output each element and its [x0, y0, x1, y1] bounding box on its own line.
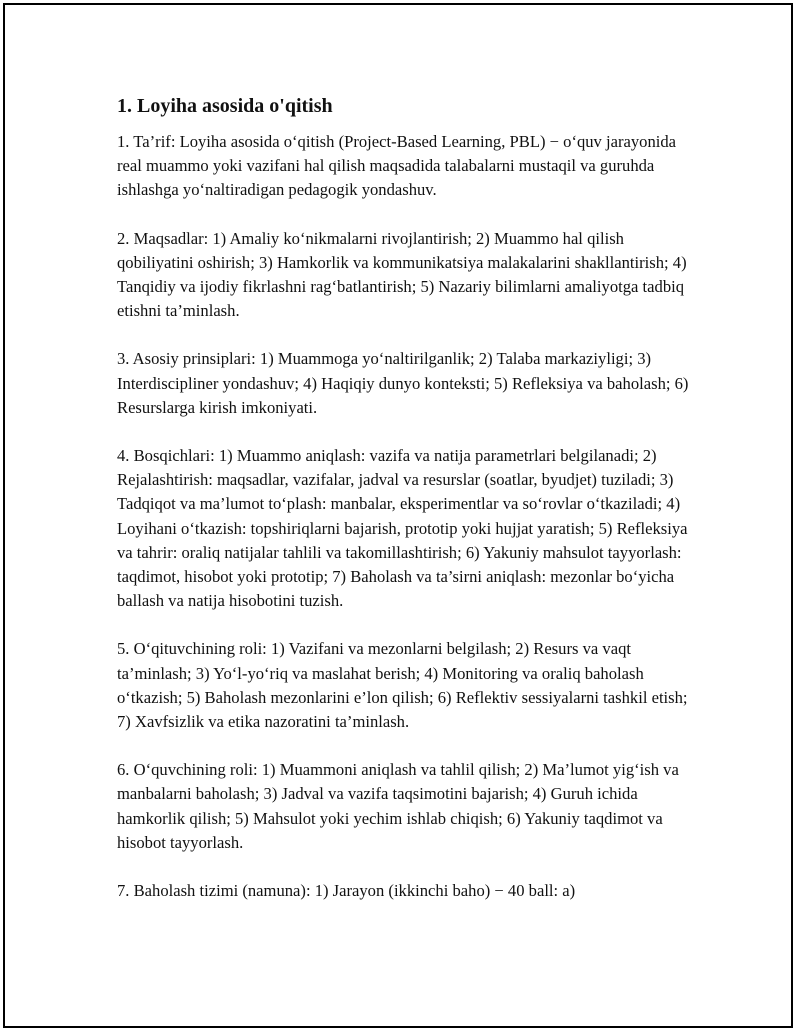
paragraph-goals: 2. Maqsadlar: 1) Amaliy ko‘nikmalarni rivojlantirish; 2) Muammo hal qilish qobiliyatini oshirish; 3) Hamkorlik va kommunikatsiya malakalarini shakllantirish; 4) Tanqidiy va ijodiy fikrlashni rag‘batlantirish; 5) Nazariy bilimlarni amaliyotga tadbiq etishni ta’minlash. [117, 228, 687, 321]
document-body [117, 92, 692, 927]
paragraph-student-role: 6. O‘quvchining roli: 1) Muammoni aniqlash va tahlil qilish; 2) Ma’lumot yig‘ish va manbalarni baholash; 3) Jadval va vazifa taqsimotini bajarish; 4) Guruh ichida hamkorlik qilish; 5) Mahsulot yoki yechim ishlab chiqish; 6) Yakuniy taqdimot va hisobot tayyorlash. [117, 760, 679, 852]
paragraph-assessment: 7. Baholash tizimi (namuna): 1) Jarayon (ikkinchi baho) − 40 ball: a) [117, 881, 576, 901]
paragraph-definition: 1. Ta’rif: Loyiha asosida o‘qitish (Project-Based Learning, PBL) − o‘quv jarayonida real muammo yoki vazifani hal qilish maqsadida talabalarni mustaqil va guruhda ishlashga yo‘naltiradigan pedagogik yondashuv. [117, 132, 677, 200]
section-heading: 1. Loyiha asosida o'qitish [117, 95, 333, 117]
paragraph-principles: 3. Asosiy prinsiplari: 1) Muammoga yo‘naltirilganlik; 2) Talaba markaziyligi; 3) Interdiscipliner yondashuv; 4) Haqiqiy dunyo konteksti; 5) Refleksiya va baholash; 6) Resurslarga kirish imkoniyati. [117, 349, 689, 417]
paragraph-teacher-role: 5. O‘qituvchining roli: 1) Vazifani va mezonlarni belgilash; 2) Resurs va vaqt ta’minlash; 3) Yo‘l-yo‘riq va maslahat berish; 4) Monitoring va oraliq baholash o‘tkazish; 5) Baholash mezonlarini e’lon qilish; 6) Reflektiv sessiyalarni tashkil etish; 7) Xavfsizlik va etika nazoratini ta’minlash. [117, 639, 688, 732]
paragraph-stages: 4. Bosqichlari: 1) Muammo aniqlash: vazifa va natija parametrlari belgilanadi; 2) Rejalashtirish: maqsadlar, vazifalar, jadval va resurslar (soatlar, byudjet) tuziladi; 3) Tadqiqot va ma’lumot to‘plash: manbalar, eksperimentlar va so‘rovlar o‘tkaziladi; 4) Loyihani o‘tkazish: topshiriqlarni bajarish, prototip yoki hujjat yaratish; 5) Refleksiya va tahrir: oraliq natijalar tahlili va takomillashtirish; 6) Yakuniy mahsulot tayyorlash: taqdimot, hisobot yoki prototip; 7) Baholash va ta’sirni aniqlash: mezonlar bo‘yicha ballash va natija hisobotini tuzish. [117, 446, 688, 611]
